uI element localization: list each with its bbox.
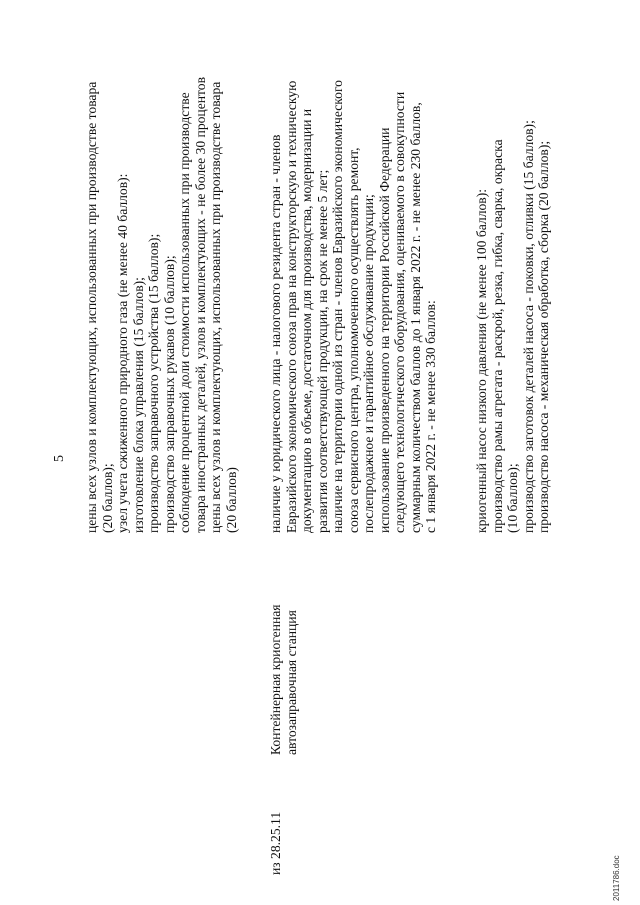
requirements-continued: [84, 33, 239, 533]
text-line: развития соответствующей продукции, на срок не менее 5 лет;: [314, 169, 330, 533]
text-line: Евразийского экономического союза прав на конструкторскую и техническую: [283, 80, 299, 533]
text-line: производство заправочного устройства (15 баллов);: [146, 233, 161, 533]
product-name: [268, 495, 299, 755]
text-line: соблюдение процентной доли стоимости использованных при производстве: [177, 92, 192, 533]
text-line: производство рамы агрегата - раскрой, резка, гибка, сварка, окраска: [489, 139, 505, 533]
text-line: товара иностранных деталей, узлов и комплектующих - не более 30 процентов: [192, 77, 208, 533]
text-line: документацию в объеме, достаточном для производства, модернизации и: [299, 108, 314, 533]
text-line: использование произведенного на территории Российской Федерации: [376, 127, 392, 533]
text-line: с 1 января 2022 г. - не менее 330 баллов:: [423, 300, 438, 533]
text-line: (10 баллов);: [505, 463, 520, 533]
product-name-line: автозаправочная станция: [283, 610, 299, 755]
text-line: производство насоса - механическая обработка, сборка (20 баллов);: [536, 140, 551, 533]
text-line: цены всех узлов и комплектующих, использованных при производстве товара: [208, 81, 223, 533]
text-line: узел учета сжиженного природного газа (не менее 40 баллов):: [115, 173, 130, 533]
text-line: (20 баллов);: [99, 463, 115, 533]
document-id: 2011786.doc: [612, 855, 621, 901]
text-line: союза сервисного центра, уполномоченного осуществлять ремонт,: [345, 147, 361, 533]
text-line: суммарным количеством баллов до 1 января 2022 г. - не менее 230 баллов,: [407, 102, 423, 533]
text-line: изготовление блока управления (15 баллов);: [130, 277, 146, 533]
text-line: наличие у юридического лица - налогового резидента стран - членов: [268, 134, 283, 533]
text-line: наличие на территории одной из стран - членов Евразийского экономического: [330, 80, 345, 533]
text-line: производство заготовок деталей насоса - поковки, отливки (15 баллов);: [520, 120, 536, 533]
text-line: производство заправочных рукавов (10 баллов);: [161, 255, 177, 533]
text-line: послепродажное и гарантийное обслуживание продукции;: [361, 194, 376, 533]
product-name-line: Контейнерная криогенная: [268, 604, 283, 755]
page-number: 5: [52, 455, 67, 462]
product-code: из 28.25.11: [268, 811, 283, 875]
text-line: (20 баллов): [223, 467, 239, 533]
text-line: следующего технологического оборудования, оцениваемого в совокупности: [392, 91, 407, 533]
equipment-list: [474, 33, 552, 533]
requirements-block: [268, 33, 439, 533]
text-line: цены всех узлов и комплектующих, использованных при производстве товара: [84, 81, 99, 533]
text-line: криогенный насос низкого давления (не менее 100 баллов):: [474, 189, 489, 533]
